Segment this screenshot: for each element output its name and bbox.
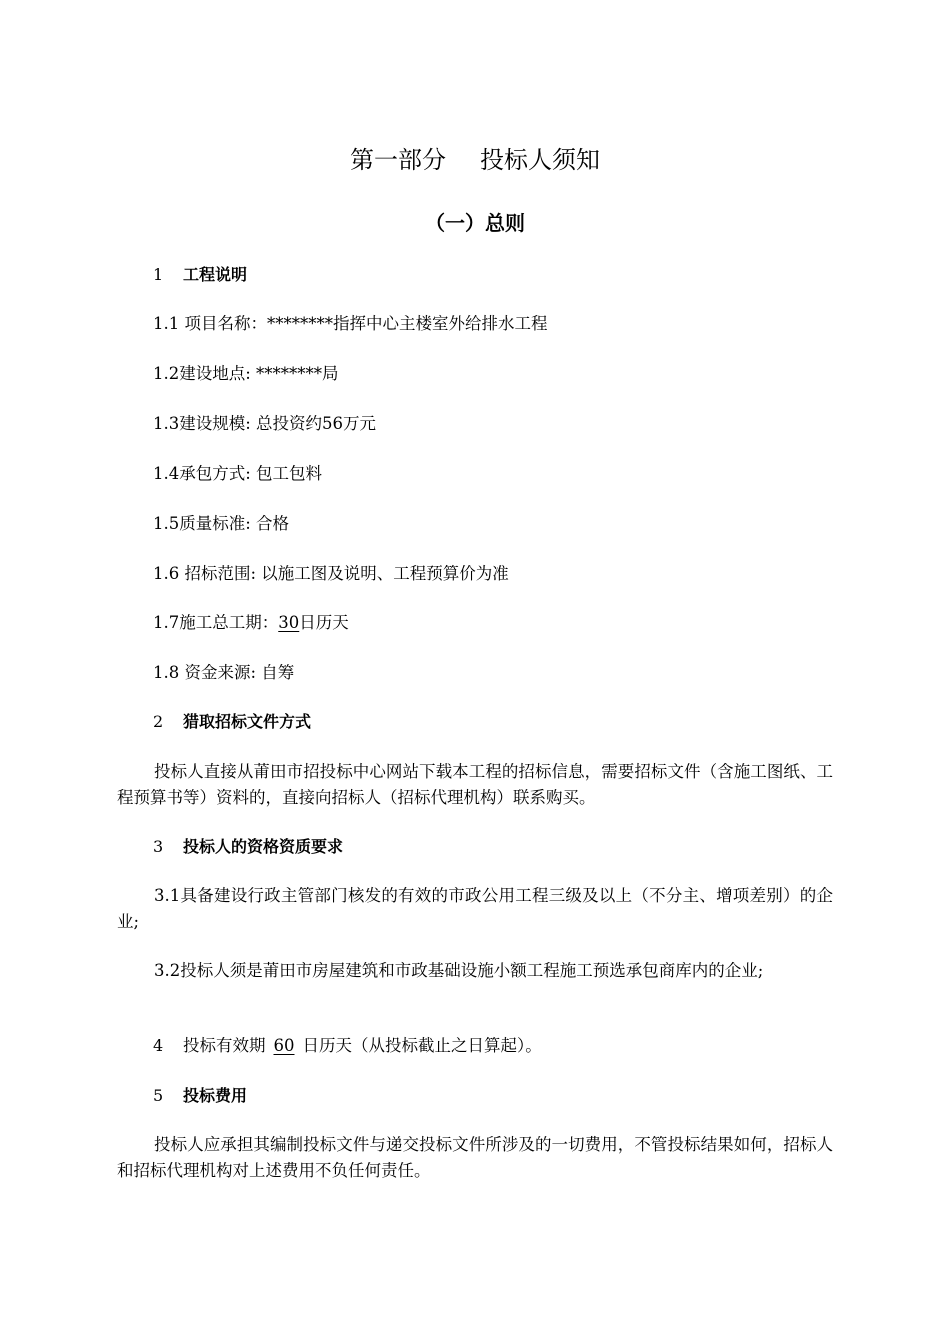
section-5-heading [153,1084,247,1108]
bid-validity-value: 60 [273,1036,295,1055]
item-1-6: 1.6 招标范围: 以施工图及说明、工程预算价为准 [153,564,509,583]
construction-period-value: 30 [278,613,300,632]
section-number: 4 [153,1036,164,1055]
section-3-heading [153,835,343,859]
title-main: 投标人须知 [480,146,600,174]
item-1-7-unit: 日历天 [299,613,349,632]
title-part: 第一部分 [350,146,446,174]
section-number: 2 [153,712,164,731]
page-title [0,143,950,177]
bid-validity-unit: 日历天（从投标截止之日算起）。 [302,1036,542,1055]
section-2-heading [153,710,311,734]
section-number: 5 [153,1086,164,1105]
paragraph-3-1: 3.1具备建设行政主管部门核发的有效的市政公用工程三级及以上（不分主、增项差别）的企业; [117,886,833,931]
bid-validity-label: 投标有效期 [183,1036,266,1055]
item-1-7 [153,611,349,635]
item-1-4: 1.4承包方式: 包工包料 [153,464,323,483]
paragraph-5: 投标人应承担其编制投标文件与递交投标文件所涉及的一切费用，不管投标结果如何，招标人和招标代理机构对上述费用不负任何责任。 [117,1135,833,1180]
paragraph-2: 投标人直接从莆田市招投标中心网站下载本工程的招标信息，需要招标文件（含施工图纸、工程预算书等）资料的，直接向招标人（招标代理机构）联系购买。 [117,762,833,807]
section-title: 投标费用 [183,1086,248,1105]
section-number: 1 [153,265,164,284]
item-1-2: 1.2建设地点: ********局 [153,364,339,383]
section-title: 工程说明 [183,265,248,284]
paragraph-3-2: 3.2投标人须是莆田市房屋建筑和市政基础设施小额工程施工预选承包商库内的企业; [154,961,764,980]
item-1-1: 1.1 项目名称：********指挥中心主楼室外给排水工程 [153,314,548,333]
section-title: 猎取招标文件方式 [183,712,312,731]
section-number: 3 [153,837,164,856]
item-1-5: 1.5质量标准: 合格 [153,514,290,533]
item-1-7-label: 1.7施工总工期： [153,613,279,632]
section-1-heading [153,263,247,287]
item-1-8: 1.8 资金来源: 自筹 [153,663,295,682]
section-subtitle: （一）总则 [425,211,525,235]
item-1-3: 1.3建设规模: 总投资约56万元 [153,414,377,433]
section-title: 投标人的资格资质要求 [183,837,344,856]
section-4-line [153,1034,542,1058]
